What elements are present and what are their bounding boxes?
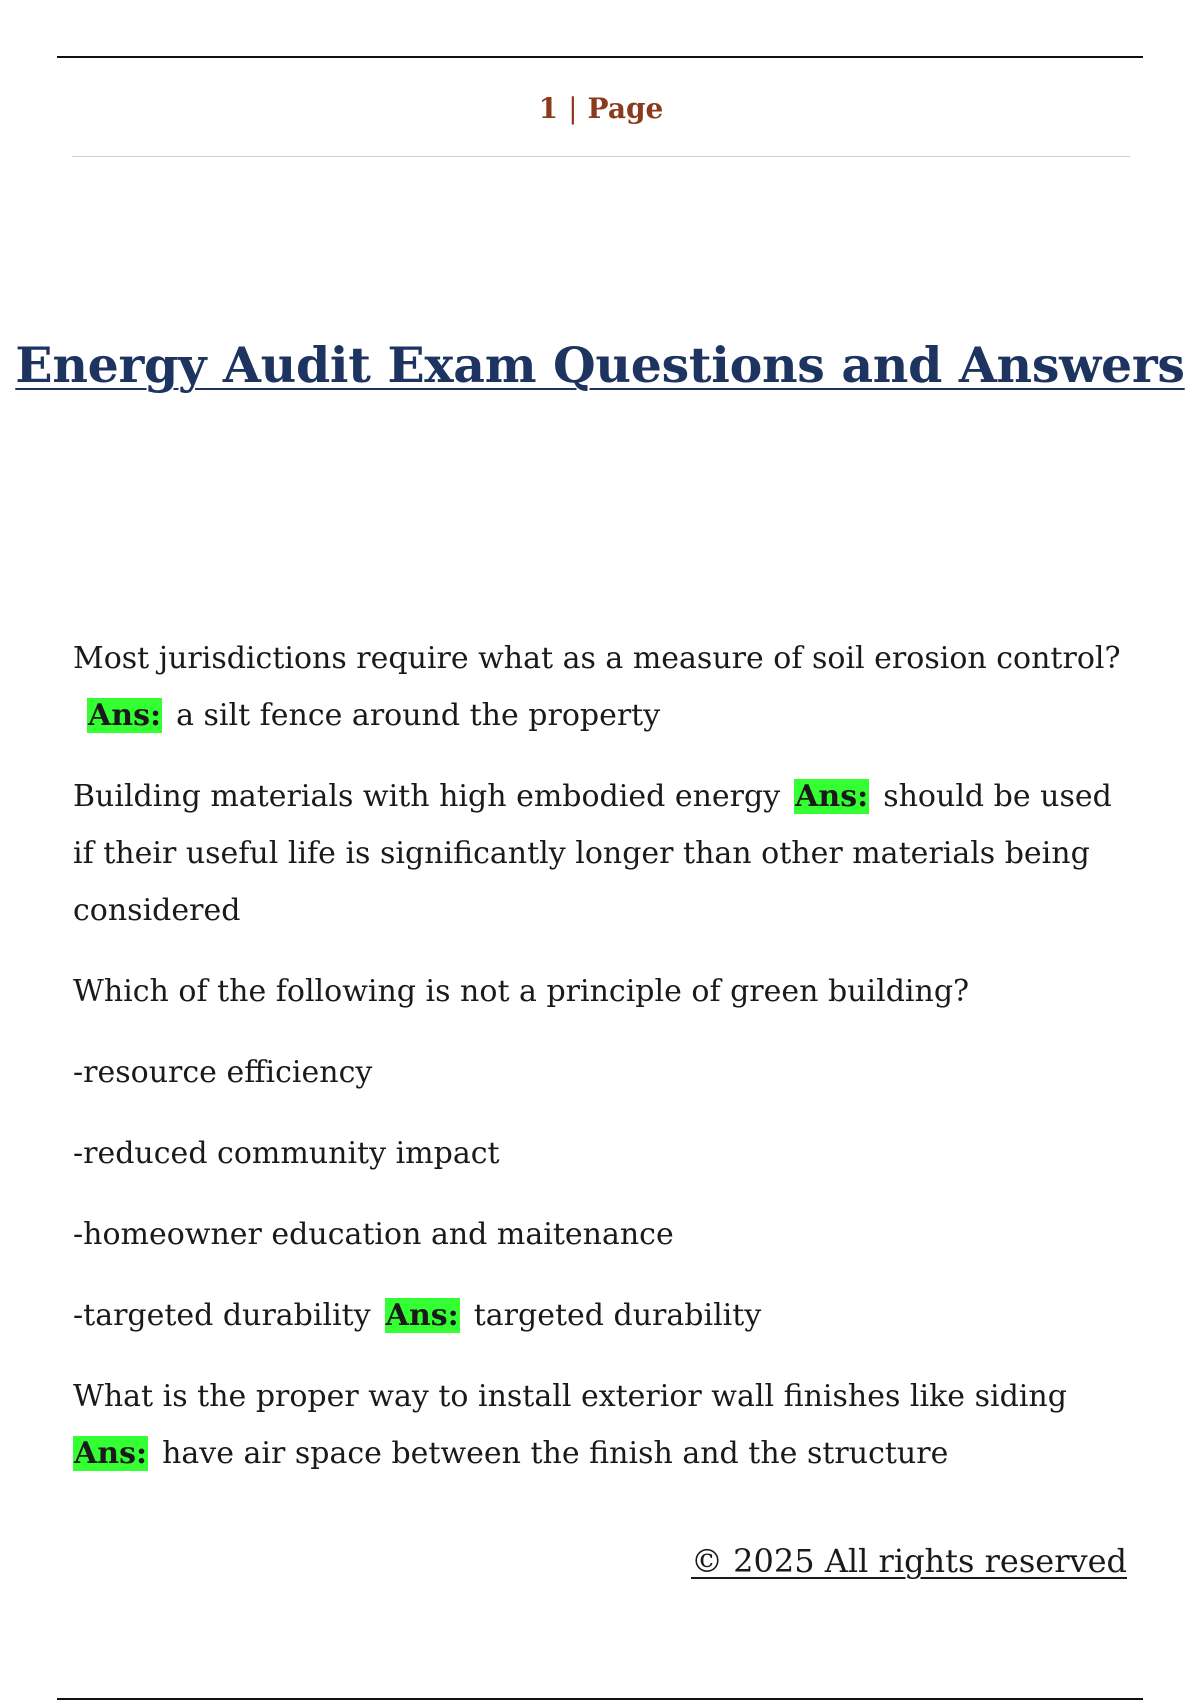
option-item: -homeowner education and maitenance (73, 1217, 674, 1252)
answer-text: should be used if their useful life is significantly longer than other materials being considered (73, 779, 1112, 928)
qa-item-2 (73, 768, 1133, 939)
qa-item-1 (73, 630, 1133, 744)
answer-text: have air space between the finish and the structure (162, 1436, 949, 1471)
qa-item-4 (73, 1368, 1133, 1482)
header-separator: | (568, 92, 578, 125)
answer-label: Ans: (88, 698, 162, 733)
qa-content (73, 630, 1133, 1506)
question-text: Building materials with high embodied energy (73, 779, 781, 814)
question-text: Most jurisdictions require what as a measure of soil erosion control? (73, 641, 1121, 676)
document-title: Energy Audit Exam Questions and Answers (15, 336, 1185, 394)
qa-item-3-question (73, 963, 1133, 1020)
top-border-rule (57, 56, 1143, 58)
option-text: -targeted durability (73, 1298, 371, 1333)
option-item-with-answer (73, 1287, 1133, 1344)
answer-label: Ans: (795, 779, 869, 814)
option-item: -reduced community impact (73, 1136, 500, 1171)
option-item: -resource efficiency (73, 1055, 373, 1090)
page-number: 1 (538, 92, 559, 125)
answer-label: Ans: (385, 1298, 459, 1333)
page-label: Page (587, 92, 664, 125)
answer-label: Ans: (74, 1436, 148, 1471)
answer-text: targeted durability (473, 1298, 762, 1333)
copyright-footer: © 2025 All rights reserved (691, 1542, 1127, 1580)
question-text: Which of the following is not a principle of green building? (73, 974, 970, 1009)
question-text: What is the proper way to install exterior wall finishes like siding (73, 1379, 1067, 1414)
page-header (72, 92, 1130, 125)
header-divider (72, 156, 1130, 157)
answer-text: a silt fence around the property (176, 698, 661, 733)
